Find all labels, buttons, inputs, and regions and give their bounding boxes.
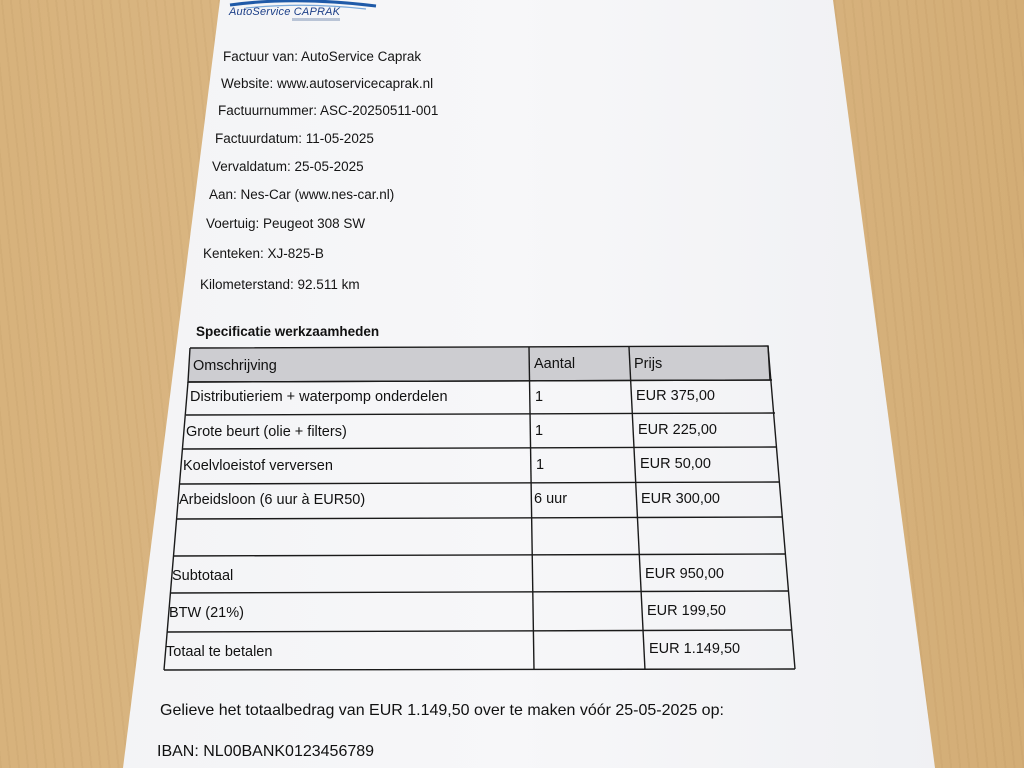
vat-value: EUR 199,50 (647, 603, 726, 619)
row-line-9 (164, 669, 795, 670)
vat-label: BTW (21%) (169, 605, 244, 621)
invoice-mileage: Kilometerstand: 92.511 km (200, 277, 360, 292)
logo-text: AutoService CAPRAK (229, 6, 341, 18)
total-value: EUR 1.149,50 (649, 641, 741, 657)
row-description: Grote beurt (olie + filters) (186, 424, 347, 440)
row-line-6 (174, 554, 786, 556)
row-line-4 (180, 482, 780, 484)
row-price: EUR 300,00 (641, 491, 720, 507)
total-label: Totaal te betalen (166, 644, 273, 660)
invoice-recipient: Aan: Nes-Car (www.nes-car.nl) (209, 187, 395, 202)
row-line-2 (186, 413, 775, 415)
row-description: Koelvloeistof verversen (183, 458, 333, 474)
col-line-aantal (529, 347, 534, 670)
row-line-8 (167, 630, 792, 632)
header-omschrijving: Omschrijving (193, 358, 277, 374)
row-quantity: 1 (536, 457, 545, 473)
invoice-date: Factuurdatum: 11-05-2025 (215, 131, 374, 146)
row-description: Arbeidsloon (6 uur à EUR50) (179, 492, 366, 508)
iban: IBAN: NL00BANK0123456789 (157, 743, 375, 760)
row-quantity: 1 (535, 389, 544, 405)
payment-instruction: Gelieve het totaalbedrag van EUR 1.149,50 over te maken vóór 25-05-2025 op: (160, 702, 724, 719)
header-prijs: Prijs (634, 356, 663, 372)
table-left-border (164, 382, 188, 670)
invoice-website: Website: www.autoservicecaprak.nl (221, 76, 434, 91)
row-line-5 (177, 517, 783, 519)
row-quantity: 1 (535, 423, 544, 439)
invoice-plate: Kenteken: XJ-825-B (203, 246, 324, 261)
header-aantal: Aantal (534, 356, 576, 372)
subtotal-label: Subtotaal (172, 568, 234, 584)
row-line-7 (171, 591, 789, 593)
row-price: EUR 375,00 (636, 388, 715, 404)
invoice-number: Factuurnummer: ASC-20250511-001 (218, 103, 439, 118)
row-line-3 (183, 447, 777, 449)
subtotal-value: EUR 950,00 (645, 566, 724, 582)
invoice-vehicle: Voertuig: Peugeot 308 SW (206, 216, 366, 231)
invoice-due-date: Vervaldatum: 25-05-2025 (212, 159, 364, 174)
row-price: EUR 50,00 (640, 456, 711, 472)
spec-title: Specificatie werkzaamheden (196, 324, 380, 339)
row-description: Distributieriem + waterpomp onderdelen (190, 389, 448, 405)
table-right-border (768, 346, 795, 669)
row-quantity: 6 uur (534, 491, 568, 507)
row-price: EUR 225,00 (638, 422, 717, 438)
invoice-from: Factuur van: AutoService Caprak (223, 49, 422, 64)
